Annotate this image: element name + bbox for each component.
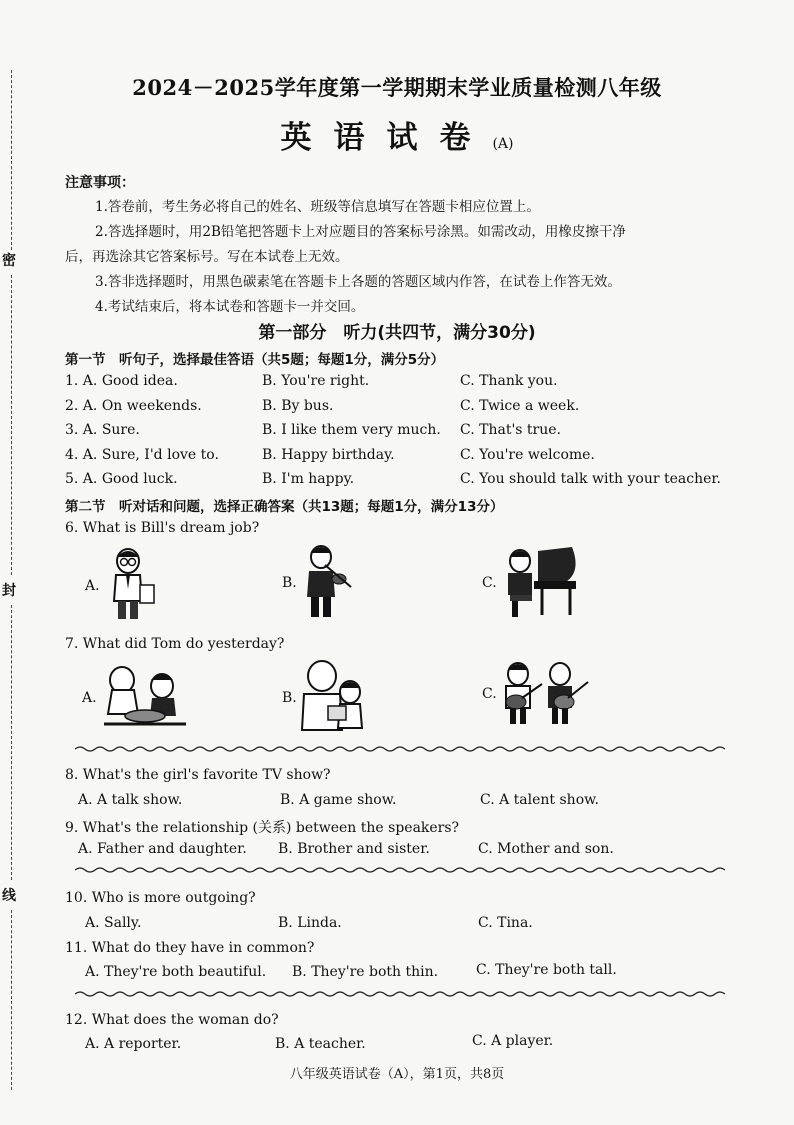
q6-label-a: A. — [85, 578, 100, 594]
q1-option-a: 1. A. Good idea. — [65, 373, 178, 389]
binding-mark-xian: 线 — [2, 888, 16, 904]
q6-label-c: C. — [482, 575, 497, 591]
q9-option-c: C. Mother and son. — [478, 841, 614, 857]
page-footer: 八年级英语试卷（A），第1页，共8页 — [289, 1067, 505, 1082]
q1-option-c: C. Thank you. — [460, 373, 558, 389]
q8-option-c: C. A talent show. — [480, 792, 599, 808]
q9-option-a: A. Father and daughter. — [78, 841, 247, 857]
cooking-with-grandpa-picture-icon — [100, 660, 190, 734]
note-line-3: 后，再选涂其它答案标号。写在本试卷上无效。 — [65, 249, 349, 265]
binding-mark-feng: 封 — [2, 583, 16, 599]
q7-label-b: B. — [282, 690, 297, 706]
q2-option-a: 2. A. On weekends. — [65, 398, 202, 414]
q11-option-b: B. They're both thin. — [292, 964, 439, 980]
q9-question: 9. What's the relationship (关系) between the speakers? — [65, 820, 460, 836]
q5-option-b: B. I'm happy. — [262, 471, 355, 487]
part1-title: 第一部分 听力(共四节，满分30分) — [258, 323, 536, 343]
q10-option-c: C. Tina. — [478, 915, 533, 931]
q9-option-b: B. Brother and sister. — [278, 841, 430, 857]
q10-option-b: B. Linda. — [278, 915, 342, 931]
note-line-2: 2.答选择题时，用2B铅笔把答题卡上对应题目的答案标号涂黑。如需改动，用橡皮擦干净 — [95, 224, 626, 240]
q12-option-b: B. A teacher. — [275, 1036, 366, 1052]
wavy-divider — [75, 990, 725, 998]
q8-option-a: A. A talk show. — [78, 792, 183, 808]
note-line-5: 4.考试结束后，将本试卷和答题卡一并交回。 — [95, 299, 365, 315]
note-line-4: 3.答非选择题时，用黑色碳素笔在答题卡上各题的答题区域内作答，在试卷上作答无效。 — [95, 274, 621, 290]
binding-line-lower — [11, 605, 12, 880]
q8-option-b: B. A game show. — [280, 792, 397, 808]
binding-mark-mi: 密 — [2, 253, 16, 269]
q11-question: 11. What do they have in common? — [65, 940, 315, 956]
wavy-divider — [75, 745, 725, 753]
pianist-picture-icon — [500, 543, 582, 623]
q12-option-c: C. A player. — [472, 1033, 554, 1049]
q12-question: 12. What does the woman do? — [65, 1012, 279, 1028]
q3-option-a: 3. A. Sure. — [65, 422, 140, 438]
q5-option-c: C. You should talk with your teacher. — [460, 471, 722, 487]
q3-option-c: C. That's true. — [460, 422, 561, 438]
note-line-1: 1.答卷前，考生务必将自己的姓名、班级等信息填写在答题卡相应位置上。 — [95, 199, 540, 215]
q10-question: 10. Who is more outgoing? — [65, 890, 256, 906]
q5-option-a: 5. A. Good luck. — [65, 471, 178, 487]
paper-version: (A) — [492, 136, 514, 152]
q7-question: 7. What did Tom do yesterday? — [65, 636, 285, 652]
q2-option-c: C. Twice a week. — [460, 398, 580, 414]
reading-with-grandpa-picture-icon — [298, 658, 368, 738]
subject-title — [0, 112, 794, 157]
q2-option-b: B. By bus. — [262, 398, 334, 414]
wavy-divider — [75, 866, 725, 874]
subject-name: 英语试卷 — [280, 120, 493, 156]
violinist-picture-icon — [295, 543, 355, 625]
q4-option-c: C. You're welcome. — [460, 447, 595, 463]
q10-option-a: A. Sally. — [85, 915, 142, 931]
notes-heading: 注意事项： — [65, 175, 135, 191]
q6-question: 6. What is Bill's dream job? — [65, 520, 260, 536]
q6-label-b: B. — [282, 575, 297, 591]
q12-option-a: A. A reporter. — [85, 1036, 182, 1052]
q7-label-c: C. — [482, 686, 497, 702]
q4-option-a: 4. A. Sure, I'd love to. — [65, 447, 219, 463]
teacher-picture-icon — [100, 545, 160, 627]
q4-option-b: B. Happy birthday. — [262, 447, 395, 463]
q8-question: 8. What's the girl's favorite TV show? — [65, 767, 331, 783]
section1-title: 第一节 听句子，选择最佳答语（共5题；每题1分，满分5分） — [65, 352, 445, 368]
q3-option-b: B. I like them very much. — [262, 422, 441, 438]
q1-option-b: B. You're right. — [262, 373, 370, 389]
exam-title: 2024－2025学年度第一学期期末学业质量检测八年级 — [132, 75, 662, 100]
section2-title: 第二节 听对话和问题，选择正确答案（共13题；每题1分，满分13分） — [65, 499, 504, 515]
q11-option-a: A. They're both beautiful. — [85, 964, 267, 980]
q11-option-c: C. They're both tall. — [476, 962, 617, 978]
playing-guitar-picture-icon — [498, 660, 590, 730]
q7-label-a: A. — [82, 690, 97, 706]
